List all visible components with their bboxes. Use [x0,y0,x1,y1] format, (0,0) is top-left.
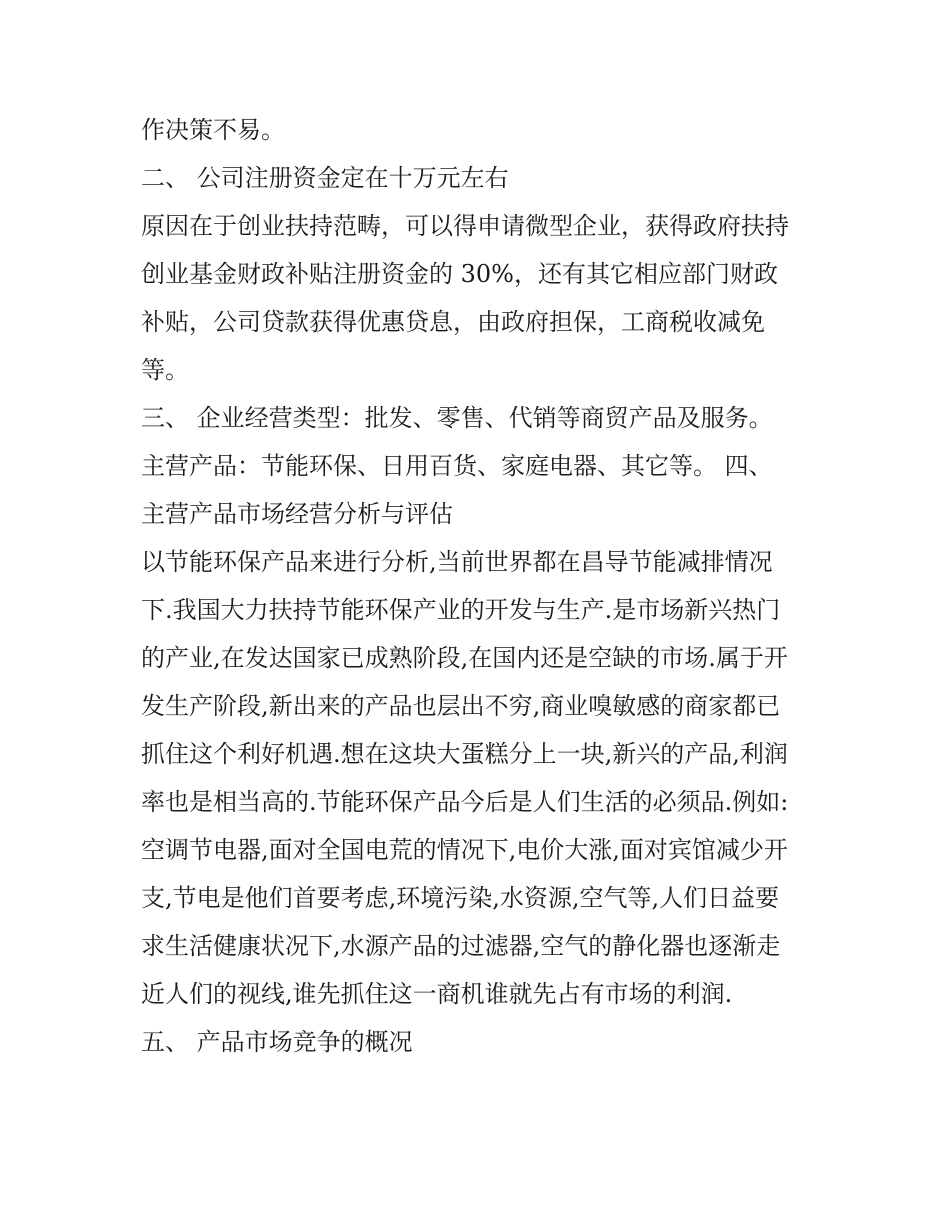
text-line: 下.我国大力扶持节能环保产业的开发与生产.是市场新兴热门 [141,596,781,624]
text-line: 作决策不易。 [141,116,285,144]
section-heading: 二、 公司注册资金定在十万元左右 [141,164,509,192]
text-line: 支,节电是他们首要考虑,环境污染,水资源,空气等,人们日益要 [141,884,780,912]
text-line: 以节能环保产品来进行分析,当前世界都在昌导节能减排情况 [141,548,773,576]
text-line: 补贴，公司贷款获得优惠贷息，由政府担保，工商税收减免 [141,308,765,336]
text-line: 原因在于创业扶持范畴，可以得申请微型企业，获得政府扶持 [141,212,789,240]
section-heading: 五、 产品市场竞争的概况 [141,1028,413,1056]
document-body [141,106,831,1066]
text-line: 率也是相当高的.节能环保产品今后是人们生活的必须品.例如: [141,788,789,816]
text-line: 空调节电器,面对全国电荒的情况下,电价大涨,面对宾馆减少开 [141,836,788,864]
text-line: 主营产品市场经营分析与评估 [141,500,453,528]
text-line: 主营产品：节能环保、日用百货、家庭电器、其它等。 四、 [141,452,773,480]
text-line: 发生产阶段,新出来的产品也层出不穷,商业嗅敏感的商家都已 [141,692,781,720]
text-line: 的产业,在发达国家已成熟阶段,在国内还是空缺的市场.属于开 [141,644,788,672]
section-heading: 三、 企业经营类型：批发、零售、代销等商贸产品及服务。 [141,404,773,432]
text-line: 等。 [141,356,189,384]
text-line: 创业基金财政补贴注册资金的 30%，还有其它相应部门财政 [141,260,778,288]
text-line: 近人们的视线,谁先抓住这一商机谁就先占有市场的利润. [141,980,733,1008]
text-line: 抓住这个利好机遇.想在这块大蛋糕分上一块,新兴的产品,利润 [141,740,788,768]
text-line: 求生活健康状况下,水源产品的过滤器,空气的静化器也逐渐走 [141,932,781,960]
